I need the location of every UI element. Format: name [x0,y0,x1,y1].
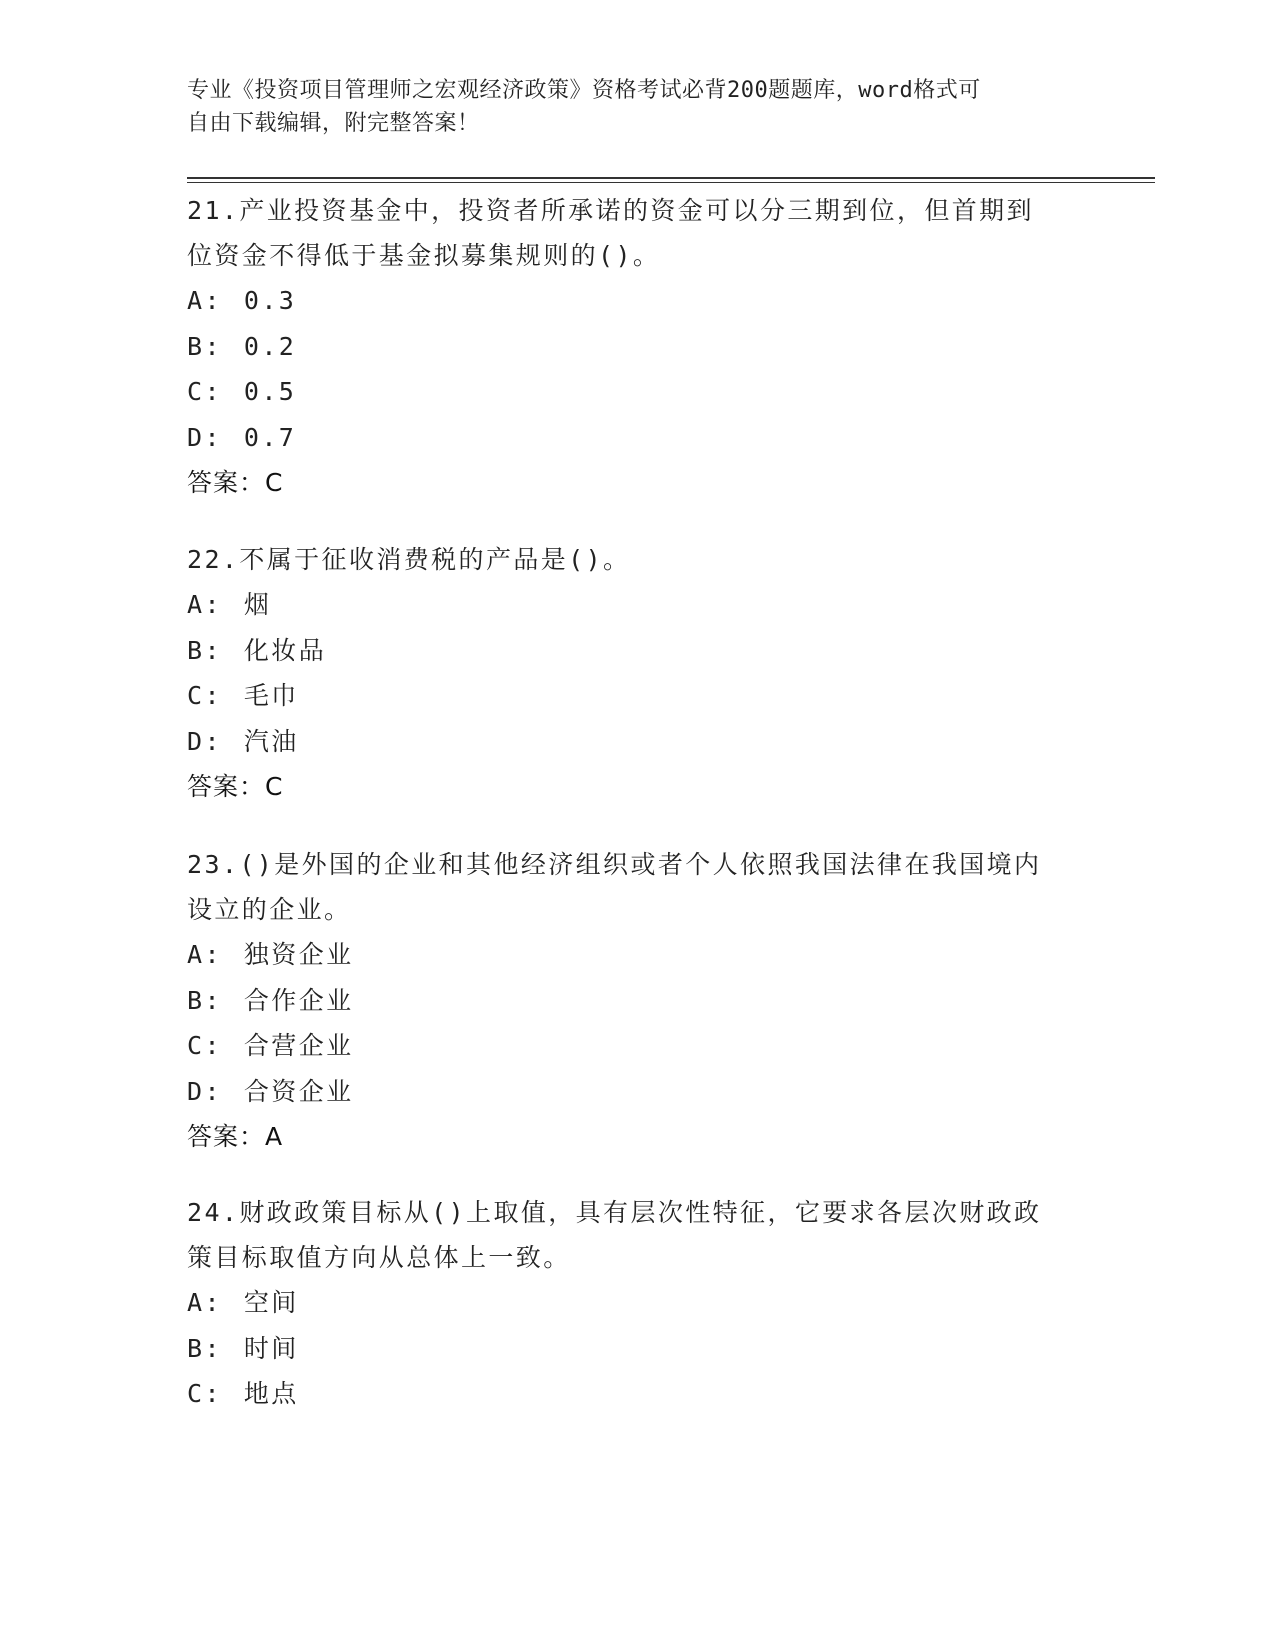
option-d [187,415,1087,461]
option-letter: A: [187,1288,222,1317]
option-a [187,1280,1087,1326]
option-a [187,278,1087,324]
answer-line: 答案：A [187,1122,284,1151]
option-text: 化妆品 [243,635,327,665]
header-divider-thick [187,177,1155,179]
question-22 [187,537,1087,809]
option-text: 合资企业 [243,1076,354,1106]
header-divider-thin [187,182,1155,183]
option-letter: C: [187,1031,222,1060]
option-c [187,1371,1087,1417]
option-text: 合作企业 [243,985,354,1015]
options-list [187,582,1087,764]
answer-line: 答案：C [187,468,284,497]
document-header [187,74,1067,140]
option-c [187,673,1087,719]
option-letter: B: [187,985,222,1015]
option-text: 0.5 [243,377,297,406]
option-text: 时间 [243,1333,299,1363]
option-b [187,324,1087,370]
header-line-2: 自由下载编辑，附完整答案！ [187,111,480,136]
option-b [187,978,1087,1024]
question-stem [187,1190,1087,1280]
question-stem-line-1: 21.产业投资基金中，投资者所承诺的资金可以分三期到位，但首期到 [187,196,1034,225]
question-stem-line-1: 24.财政政策目标从()上取值，具有层次性特征，它要求各层次财政政 [187,1198,1042,1227]
option-text: 0.7 [243,422,297,452]
option-text: 汽油 [243,726,299,756]
option-d [187,1069,1087,1115]
question-stem-line-2: 位资金不得低于基金拟募集规则的()。 [187,241,661,270]
question-stem-line-1: 22.不属于征收消费税的产品是()。 [187,545,631,574]
option-letter: B: [187,331,222,361]
option-a [187,932,1087,978]
option-letter: C: [187,1379,222,1408]
question-stem-line-1: 23.()是外国的企业和其他经济组织或者个人依照我国法律在我国境内 [187,850,1042,879]
option-text: 地点 [243,1379,299,1408]
option-letter: B: [187,635,222,665]
question-24 [187,1190,1087,1417]
option-letter: A: [187,940,222,969]
option-b [187,1326,1087,1372]
option-text: 空间 [243,1288,299,1317]
options-list [187,1280,1087,1417]
option-letter: A: [187,286,222,315]
question-stem-line-2: 设立的企业。 [187,895,352,924]
option-letter: D: [187,1076,222,1106]
option-text: 0.2 [243,331,297,361]
option-b [187,628,1087,674]
question-21 [187,188,1087,505]
option-text: 合营企业 [243,1031,354,1060]
question-stem [187,842,1087,932]
option-letter: A: [187,590,222,619]
option-letter: C: [187,377,222,406]
option-letter: B: [187,1333,222,1363]
answer-line: 答案：C [187,772,284,801]
question-stem-line-2: 策目标取值方向从总体上一致。 [187,1243,571,1272]
options-list [187,278,1087,460]
option-letter: D: [187,422,222,452]
option-c [187,369,1087,415]
question-stem [187,537,1087,582]
question-23 [187,842,1087,1159]
options-list [187,932,1087,1114]
option-text: 独资企业 [243,940,354,969]
option-text: 烟 [243,590,272,619]
option-d [187,719,1087,765]
question-stem [187,188,1087,278]
option-letter: D: [187,726,222,756]
option-a [187,582,1087,628]
option-letter: C: [187,681,222,710]
header-line-1: 专业《投资项目管理师之宏观经济政策》资格考试必背200题题库，word格式可 [187,78,981,103]
option-text: 毛巾 [243,681,299,710]
option-c [187,1023,1087,1069]
option-text: 0.3 [243,286,297,315]
